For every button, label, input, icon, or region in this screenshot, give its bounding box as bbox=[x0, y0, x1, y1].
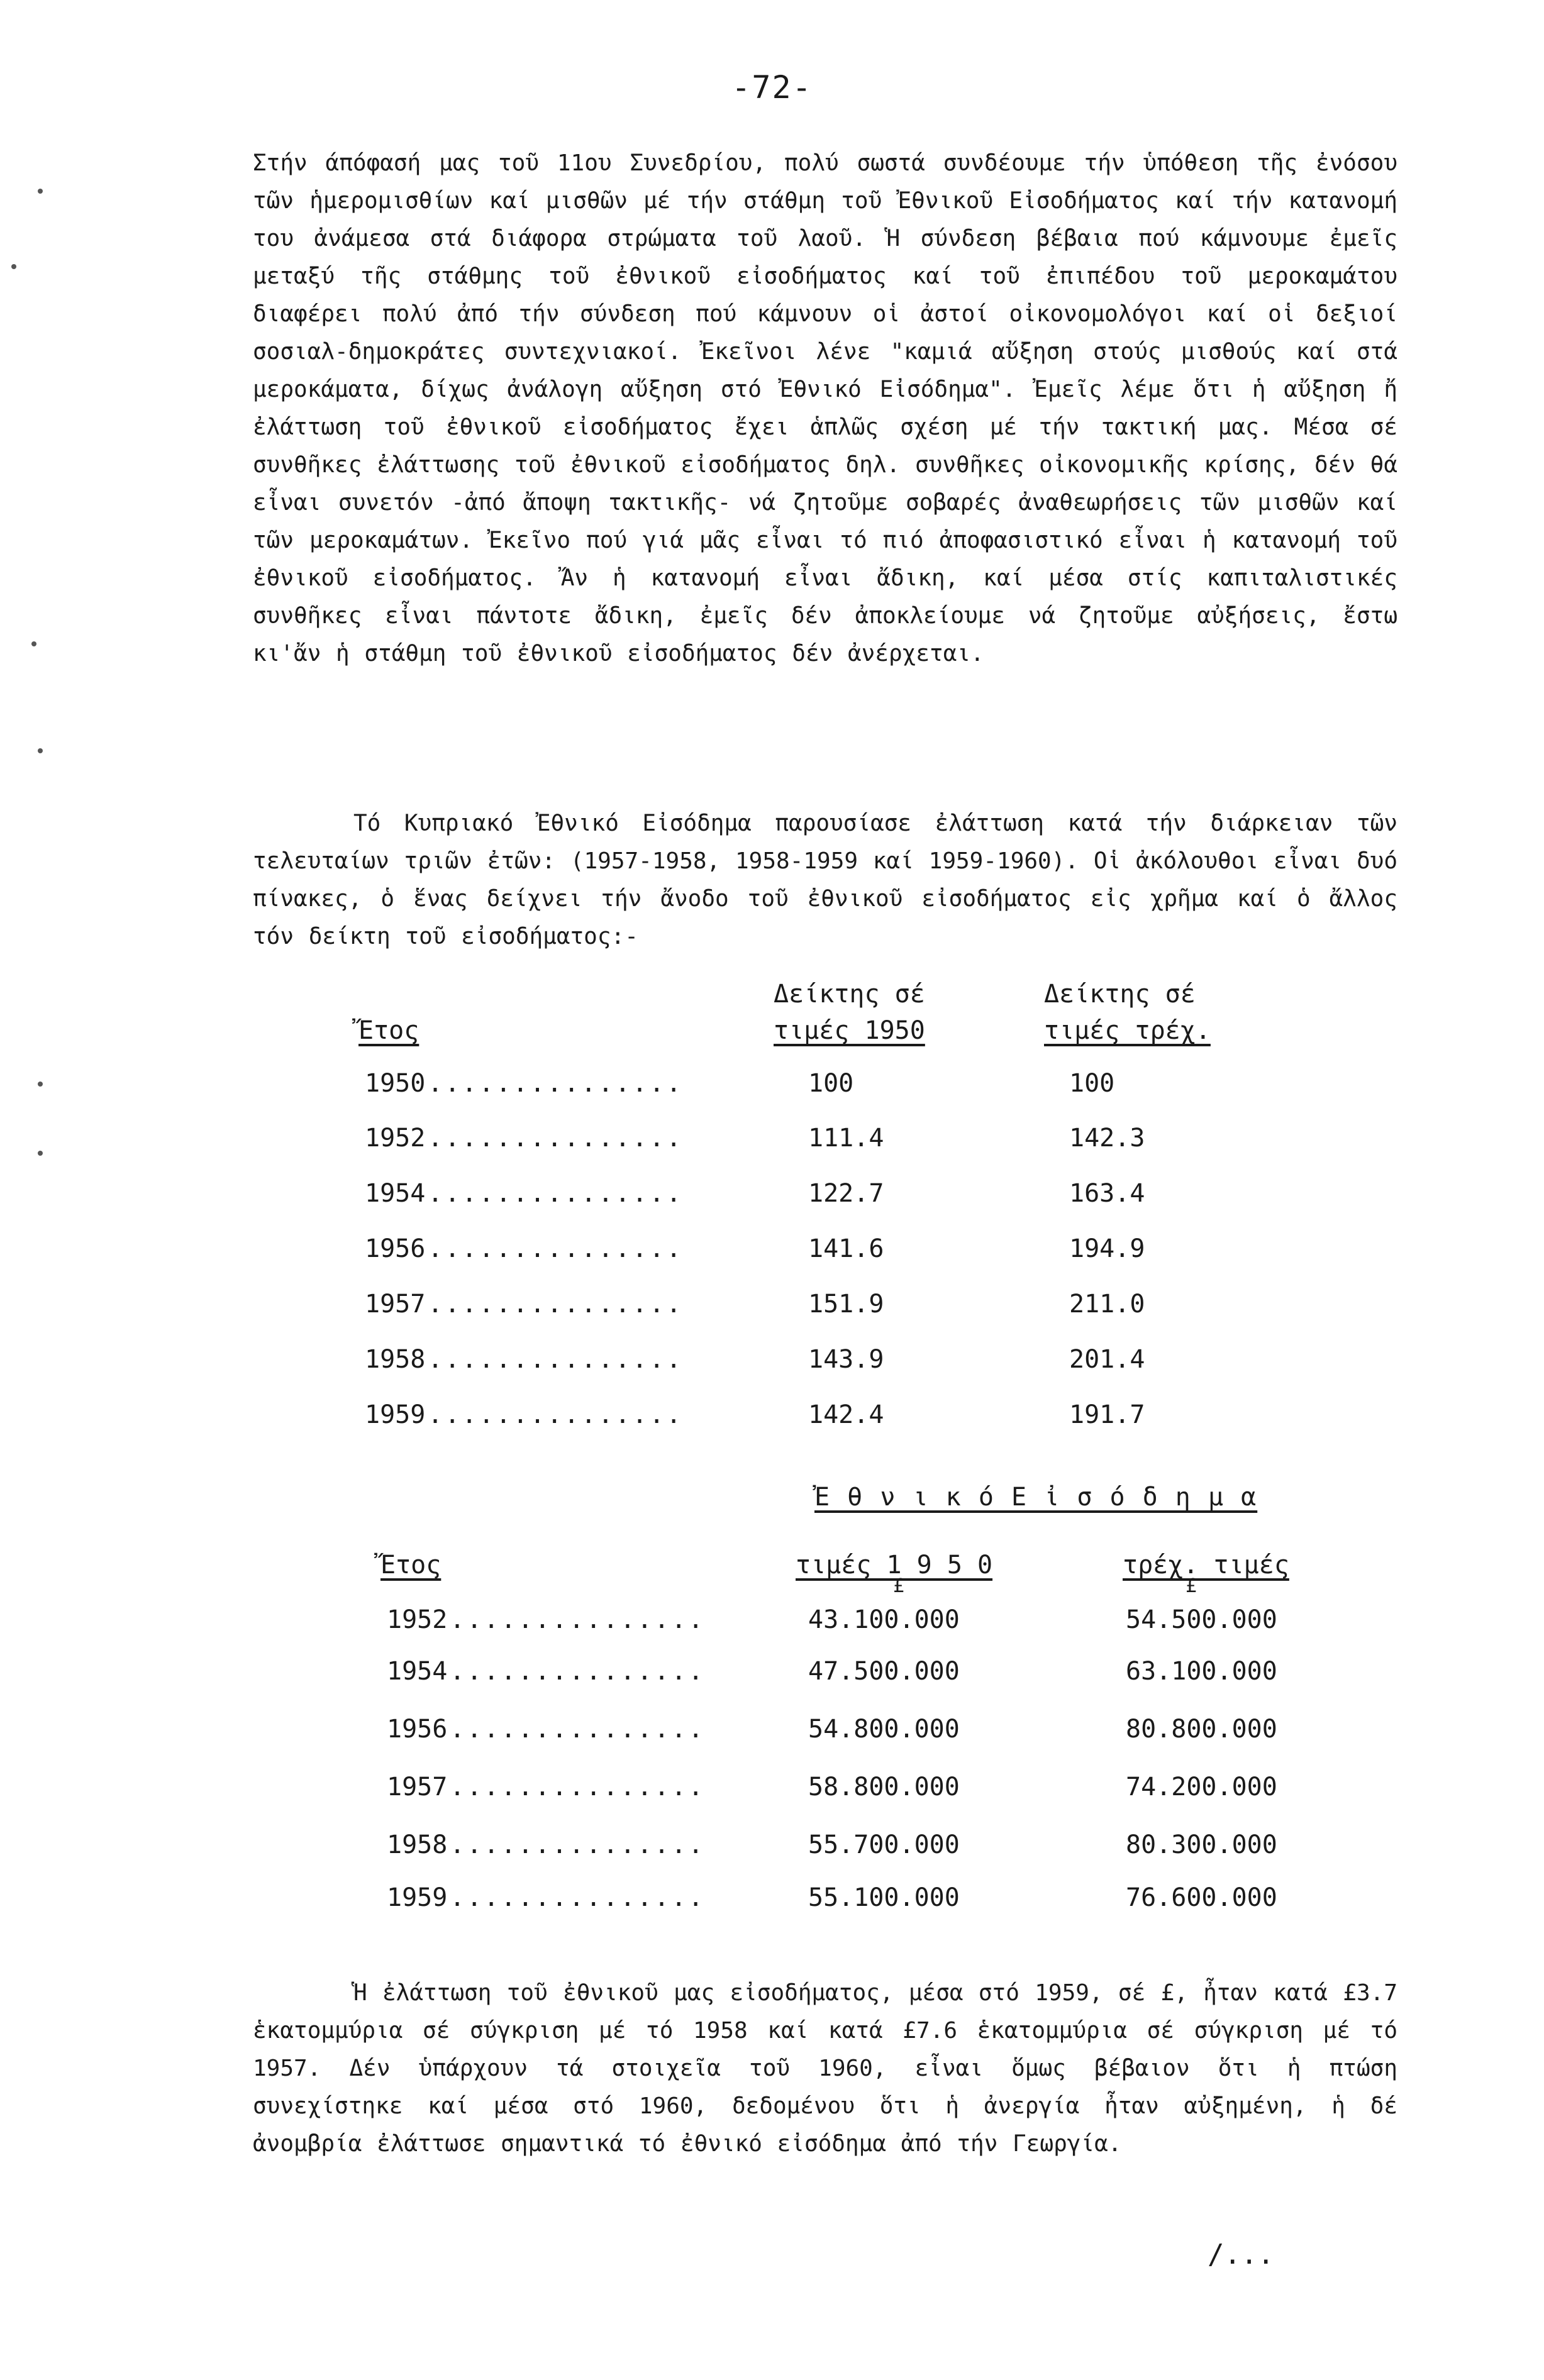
page-number: -72- bbox=[731, 69, 813, 106]
col-year-header: Ἔτος bbox=[358, 1016, 419, 1045]
index-current-cell: 194.9 bbox=[1069, 1234, 1145, 1263]
margin-speck bbox=[38, 1151, 43, 1156]
margin-speck bbox=[31, 641, 36, 646]
index-current-cell: 201.4 bbox=[1069, 1345, 1145, 1374]
currency-symbol-b: £ bbox=[1186, 1575, 1197, 1597]
income-1950-cell: 55.100.000 bbox=[808, 1883, 960, 1912]
currency-symbol-a: £ bbox=[893, 1575, 905, 1597]
year-cell: 1954 bbox=[387, 1657, 448, 1686]
year-cell: 1952 bbox=[387, 1605, 448, 1634]
index-1950-cell: 122.7 bbox=[808, 1179, 884, 1208]
income-1950-cell: 58.800.000 bbox=[808, 1773, 960, 1802]
year-cell: 1959 bbox=[365, 1400, 426, 1429]
national-income-table bbox=[374, 1481, 1336, 1921]
margin-speck bbox=[38, 189, 43, 194]
year-cell: 1956 bbox=[365, 1234, 426, 1263]
col-current-prices-header: τρέχ. τιμές bbox=[1123, 1551, 1289, 1580]
income-current-cell: 80.800.000 bbox=[1126, 1715, 1277, 1744]
index-1950-cell: 100 bbox=[808, 1069, 854, 1098]
year-cell: 1952 bbox=[365, 1124, 426, 1153]
leader-dots: ............... bbox=[428, 1179, 684, 1208]
index-current-cell: 100 bbox=[1069, 1069, 1115, 1098]
col-year-header: Ἔτος bbox=[380, 1551, 442, 1580]
paragraph-3: Ἡ ἐλάττωση τοῦ ἐθνικοῦ μας εἰσοδήματος, μέσα στό 1959, σέ £, ἦταν κατά £3.7 ἑκατομμύρια σέ σύγκριση μέ τό 1958 καί κατά £7.6 ἑκατομμύρια σέ σύγκριση μέ τό 1957. Δέν ὑπάρχουν τά στοιχεῖα τοῦ 1960, εἶναι ὅμως βέβαιον ὅτι ἡ πτώση συνεχίστηκε καί μέσα στό 1960, δεδομένου ὅτι ἡ ἀνεργία ἦταν αὐξημένη, ἡ δέ ἀνομβρία ἐλάττωσε σημαντικά τό ἐθνικό εἰσόδημα ἀπό τήν Γεωργία. bbox=[253, 1980, 1397, 2157]
income-current-cell: 54.500.000 bbox=[1126, 1605, 1277, 1634]
margin-speck bbox=[11, 264, 16, 269]
income-1950-cell: 54.800.000 bbox=[808, 1715, 960, 1744]
leader-dots: ............... bbox=[428, 1124, 684, 1153]
table-title: Ἐ θ ν ι κ ό Ε ἰ σ ό δ η μ α bbox=[814, 1483, 1258, 1512]
index-1950-cell: 151.9 bbox=[808, 1290, 884, 1319]
index-table bbox=[352, 978, 1296, 1468]
year-cell: 1957 bbox=[387, 1773, 448, 1802]
index-current-cell: 211.0 bbox=[1069, 1290, 1145, 1319]
leader-dots: ............... bbox=[450, 1773, 706, 1802]
continuation-mark: /... bbox=[1208, 2239, 1274, 2271]
paragraph-1: Στήν άπόφασή μας τοῦ 11ου Συνεδρίου, πολύ σωστά συνδέουμε τήν ὑπόθεση τῆς ἐνόσου τῶν ἡμερομισθίων καί μισθῶν μέ τήν στάθμη τοῦ Ἐθνικοῦ Εἰσοδήματος καί τήν κατανομή του ἀνάμεσα στά διάφορα στρώματα τοῦ λαοῦ. Ἡ σύνδεση βέβαια πού κάμνουμε ἐμεῖς μεταξύ τῆς στάθμης τοῦ ἐθνικοῦ εἰσοδήματος καί τοῦ ἐπιπέδου τοῦ μεροκαμάτου διαφέρει πολύ ἀπό τήν σύνδεση πού κάμνουν οἱ ἀστοί οἰκονομολόγοι καί οἱ δεξιοί σοσιαλ-δημοκράτες συντεχνιακοί. Ἐκεῖνοι λένε "καμιά αὔξηση στούς μισθούς καί στά μεροκάματα, δίχως ἀνάλογη αὔξηση στό Ἐθνικό Εἰσόδημα". Ἐμεῖς λέμε ὅτι ἡ αὔξηση ἤ ἐλάττωση τοῦ ἐθνικοῦ εἰσοδήματος ἔχει ἁπλῶς σχέση μέ τήν τακτική μας. Μέσα σέ συνθῆκες ἐλάττωσης τοῦ ἐθνικοῦ εἰσοδήματος δηλ. συνθῆκες οἰκονομικῆς κρίσης, δέν θά εἶναι συνετόν -ἀπό ἄποψη τακτικῆς- νά ζητοῦμε σοβαρές ἀναθεωρήσεις τῶν μισθῶν καί τῶν μεροκαμάτων. Ἐκεῖνο πού γιά μᾶς εἶναι τό πιό ἀποφασιστικό εἶναι ἡ κατανομή τοῦ ἐθνικοῦ εἰσοδήματος. Ἄν ἡ κατανομή εἶναι ἄδικη, καί μέσα στίς καπιταλιστικές συνθῆκες εἶναι πάντοτε ἄδικη, ἐμεῖς δέν ἀποκλείουμε νά ζητοῦμε αὐξήσεις, ἔστω κι'ἄν ἡ στάθμη τοῦ ἐθνικοῦ εἰσοδήματος δέν ἀνέρχεται. bbox=[253, 150, 1397, 667]
year-cell: 1954 bbox=[365, 1179, 426, 1208]
leader-dots: ............... bbox=[450, 1657, 706, 1686]
col-b-header-line2: τιμές τρέχ. bbox=[1044, 1016, 1211, 1045]
leader-dots: ............... bbox=[450, 1715, 706, 1744]
leader-dots: ............... bbox=[450, 1830, 706, 1859]
index-1950-cell: 143.9 bbox=[808, 1345, 884, 1374]
paragraph-2: Τό Κυπριακό Ἐθνικό Εἰσόδημα παρουσίασε ἐλάττωση κατά τήν διάρκειαν τῶν τελευταίων τριῶν ἐτῶν: (1957-1958, 1958-1959 καί 1959-1960). Οἱ ἀκόλουθοι εἶναι δυό πίνακες, ὁ ἕνας δείχνει τήν ἄνοδο τοῦ ἐθνικοῦ εἰσοδήματος εἰς χρῆμα καί ὁ ἄλλος τόν δείκτη τοῦ εἰσοδήματος:- bbox=[253, 811, 1397, 949]
index-current-cell: 142.3 bbox=[1069, 1124, 1145, 1153]
year-cell: 1958 bbox=[365, 1345, 426, 1374]
index-1950-cell: 142.4 bbox=[808, 1400, 884, 1429]
col-1950-prices-header: τιμές 1 9 5 0 bbox=[796, 1551, 993, 1580]
leader-dots: ............... bbox=[428, 1069, 684, 1098]
col-b-header-line1: Δείκτης σέ bbox=[1044, 980, 1196, 1009]
index-current-cell: 191.7 bbox=[1069, 1400, 1145, 1429]
income-current-cell: 76.600.000 bbox=[1126, 1883, 1277, 1912]
year-cell: 1957 bbox=[365, 1290, 426, 1319]
index-1950-cell: 111.4 bbox=[808, 1124, 884, 1153]
year-cell: 1959 bbox=[387, 1883, 448, 1912]
leader-dots: ............... bbox=[428, 1234, 684, 1263]
margin-speck bbox=[38, 748, 43, 753]
income-1950-cell: 55.700.000 bbox=[808, 1830, 960, 1859]
col-a-header-line1: Δείκτης σέ bbox=[774, 980, 925, 1009]
leader-dots: ............... bbox=[450, 1605, 706, 1634]
col-a-header-line2: τιμές 1950 bbox=[774, 1016, 925, 1045]
leader-dots: ............... bbox=[428, 1400, 684, 1429]
income-1950-cell: 47.500.000 bbox=[808, 1657, 960, 1686]
leader-dots: ............... bbox=[450, 1883, 706, 1912]
income-current-cell: 63.100.000 bbox=[1126, 1657, 1277, 1686]
income-current-cell: 80.300.000 bbox=[1126, 1830, 1277, 1859]
index-1950-cell: 141.6 bbox=[808, 1234, 884, 1263]
margin-speck bbox=[38, 1082, 43, 1087]
leader-dots: ............... bbox=[428, 1290, 684, 1319]
year-cell: 1950 bbox=[365, 1069, 426, 1098]
index-current-cell: 163.4 bbox=[1069, 1179, 1145, 1208]
year-cell: 1956 bbox=[387, 1715, 448, 1744]
income-1950-cell: 43.100.000 bbox=[808, 1605, 960, 1634]
income-current-cell: 74.200.000 bbox=[1126, 1773, 1277, 1802]
leader-dots: ............... bbox=[428, 1345, 684, 1374]
year-cell: 1958 bbox=[387, 1830, 448, 1859]
